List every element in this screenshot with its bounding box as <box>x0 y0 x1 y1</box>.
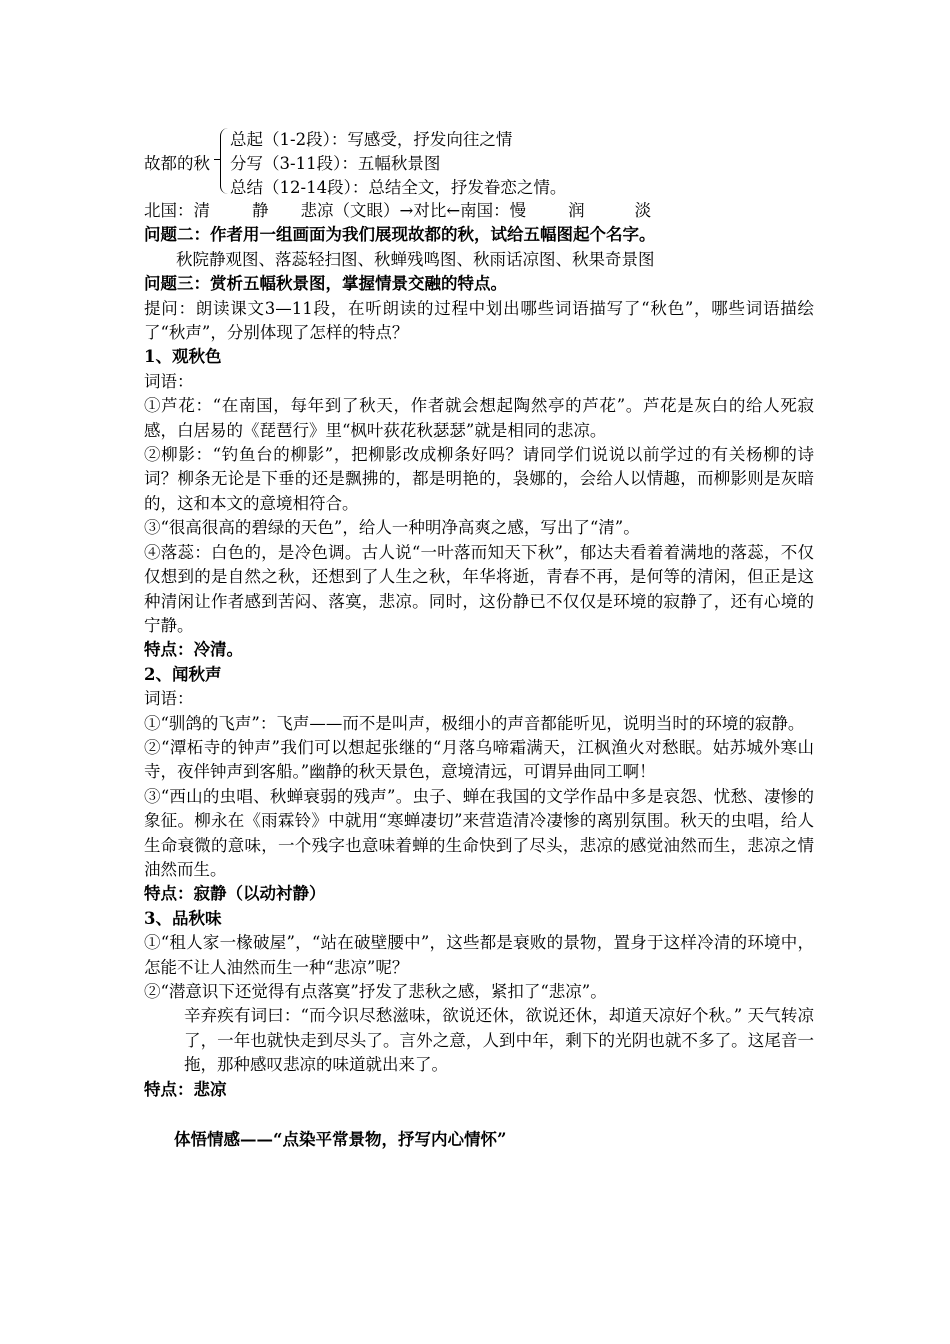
question-two-answer: 秋院静观图、落蕊轻扫图、秋蝉残鸣图、秋雨话凉图、秋果奇景图 <box>176 249 655 269</box>
autumn-sound-item-insects: ③“西山的虫唱、秋蝉衰弱的残声”。虫子、蝉在我国的文学作品中多是哀怨、忧愁、凄惨的象征。柳永在《雨霖铃》中就用“寒蝉凄切”来营造清冷凄惨的离别氛围。秋天的虫唱，给人生命衰微的意味，一个残字也意味着蝉的生命快到了尽头，悲凉的感觉油然而生，悲凉之情油然而生。 <box>144 786 814 879</box>
question-three-title: 问题三：赏析五幅秋景图，掌握情景交融的特点。 <box>144 274 507 294</box>
autumn-taste-paragraph: 辛弃疾有词曰：“而今识尽愁滋味，欲说还休，欲说还休，却道天凉好个秋。” 天气转凉了，一年也就快走到尽头了。言外之意，人到中年，剩下的光阴也就不多了。这尾音一拖，那种感叹悲凉的味道就出来了。 <box>184 1006 814 1075</box>
section-autumn-color-words-label: 词语： <box>144 371 194 391</box>
autumn-sound-item-bell: ②“潭柘寺的钟声”我们可以想起张继的“月落乌啼霜满天，江枫渔火对愁眠。姑苏城外寒山寺，夜伴钟声到客船。”幽静的秋天景色，意境清远，可谓异曲同工啊！ <box>144 737 814 782</box>
outline-branch-conclusion: 总结（12-14段）：总结全文，抒发眷恋之情。 <box>230 178 567 197</box>
section-autumn-taste-feature: 特点：悲凉 <box>144 1079 227 1099</box>
autumn-color-item-stamens: ④落蕊：白色的，是冷色调。古人说“一叶落而知天下秋”，郁达夫看着着满地的落蕊，不仅仅想到的是自然之秋，还想到了人生之秋，年华将逝，青春不再，是何等的清闲，但正是这种清闲让作者感到苦闷、落寞，悲凉。同时，这份静已不仅仅是环境的寂静了，还有心境的宁静。 <box>144 542 814 635</box>
contrast-south-3: 淡 <box>634 201 652 220</box>
contrast-south-2: 润 <box>568 201 585 220</box>
autumn-color-item-reed: ①芦花：“在南国，每年到了秋天，作者就会想起陶然亭的芦花”。芦花是灰白的给人死寂感，白居易的《琵琶行》里“枫叶荻花秋瑟瑟”就是相同的悲凉。 <box>144 396 814 440</box>
spacer <box>144 1102 814 1128</box>
autumn-color-item-sky: ③“很高很高的碧绿的天色”，给人一种明净高爽之感，写出了“清”。 <box>144 518 640 538</box>
outline-branch-body: 分写（3-11段）：五幅秋景图 <box>230 154 441 173</box>
outline-branch-intro: 总起（1-2段）：写感受，抒发向往之情 <box>230 130 513 149</box>
contrast-middle: 悲凉（文眼）→对比←南国：慢 <box>300 201 527 220</box>
outline-root: 故都的秋 <box>144 154 210 173</box>
autumn-taste-item-house: ①“租人家一椽破屋”，“站在破壁腰中”，这些都是衰败的景物，置身于这样冷清的环境中，怎能不让人油然而生一种“悲凉”呢？ <box>144 933 814 977</box>
structure-outline <box>144 126 814 199</box>
section-autumn-color-heading: 1、观秋色 <box>144 347 222 367</box>
closing-heading: 体悟情感——“点染平常景物，抒写内心情怀” <box>174 1130 507 1150</box>
autumn-color-item-willow: ②柳影：“钓鱼台的柳影”，把柳影改成柳条好吗？请同学们说说以前学过的有关杨柳的诗词？柳条无论是下垂的还是飘拂的，都是明艳的，袅娜的，会给人以情趣，而柳影则是灰暗的，这和本文的意境相符合。 <box>144 445 814 513</box>
question-three-prompt: 提问：朗读课文3—11段，在听朗读的过程中划出哪些词语描写了“秋色”，哪些词语描绘了“秋声”，分别体现了怎样的特点？ <box>144 298 814 343</box>
contrast-north-2: 静 <box>252 201 269 220</box>
autumn-sound-item-pigeons: ①“驯鸽的飞声”：飞声——而不是叫声，极细小的声音都能听见，说明当时的环境的寂静。 <box>144 713 805 733</box>
contrast-north: 北国：清 <box>144 201 210 220</box>
question-two-title: 问题二：作者用一组画面为我们展现故都的秋，试给五幅图起个名字。 <box>144 225 656 245</box>
section-autumn-taste-heading: 3、品秋味 <box>144 908 222 928</box>
section-autumn-sound-heading: 2、闻秋声 <box>144 664 222 684</box>
north-south-contrast <box>144 199 814 223</box>
section-autumn-sound-feature: 特点：寂静（以动衬静） <box>144 884 326 904</box>
section-autumn-sound-words-label: 词语： <box>144 689 194 709</box>
document-page <box>144 126 814 1152</box>
section-autumn-color-feature: 特点：冷清。 <box>144 640 243 660</box>
autumn-taste-item-loneliness: ②“潜意识下还觉得有点落寞”抒发了悲秋之感，紧扣了“悲凉”。 <box>144 982 607 1001</box>
